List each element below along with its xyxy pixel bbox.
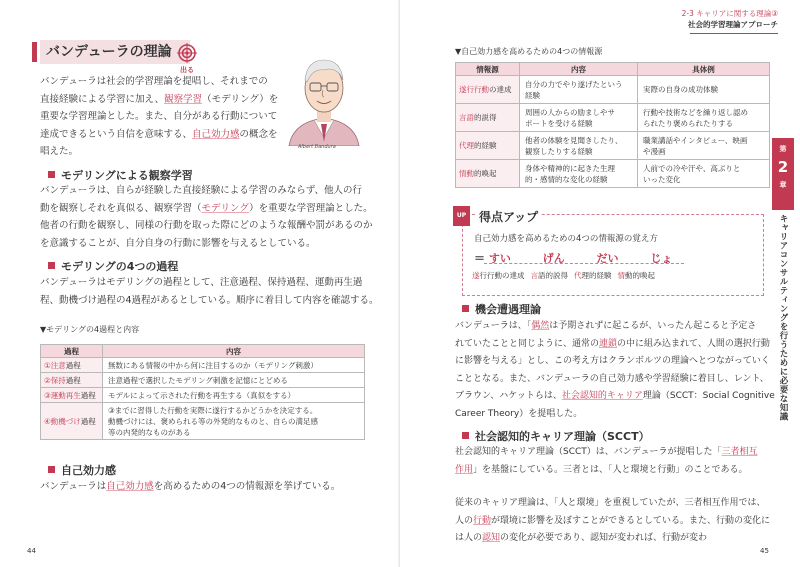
process-content: モデルによって示された行動を再生する（真似をする） bbox=[103, 388, 365, 403]
text-line: 程、動機づけ過程の4過程があるとしている。順序に着目して内容を確認する。 bbox=[40, 294, 379, 306]
heading-modeling: モデリングによる観察学習 bbox=[48, 167, 193, 183]
source-name: 遂行行動の達成 bbox=[456, 76, 520, 104]
keyword: モデリング bbox=[201, 202, 250, 214]
heading-scct: 社会認知的キャリア理論（SCCT） bbox=[462, 428, 650, 444]
intro-paragraph bbox=[40, 73, 279, 161]
self-efficacy-paragraph bbox=[40, 478, 370, 496]
keyword: 認知 bbox=[482, 533, 501, 543]
text-line: 動を観察しそれを真似る、観察学習（モデリング）を重要な学習理論とした。 bbox=[40, 202, 373, 214]
text-line: 他者の行動を観察し、同様の行動を取った際にどのような報酬や罰があるのか bbox=[40, 220, 373, 231]
text-line: は人の認知の変化が必要であり、認知が変われば、行動が変わ bbox=[455, 533, 708, 543]
text-line: れていたことと同じように、通常の連鎖の中に組み込まれて、人間の選択行動 bbox=[455, 338, 770, 349]
text-line: 重要な学習理論とした。また、自分がある行動について bbox=[40, 111, 278, 122]
table-row bbox=[41, 358, 365, 373]
source-content: 自分の力でやり遂げたという 経験 bbox=[520, 76, 638, 104]
text-line: バンデューラは、自らが経験した直接経験による学習のみならず、他人の行 bbox=[40, 185, 362, 196]
up-badge: UP bbox=[453, 206, 470, 226]
text-line: に影響を与える」とし、この考え方はクランボルツの理論へとつながっていく bbox=[455, 356, 770, 366]
text-line: バンデューラは、「偶然は予期されずに起こるが、いったん起こると予定さ bbox=[455, 321, 757, 331]
table-header: 内容 bbox=[520, 63, 638, 76]
text-line: ブラウン、ハケットらは、社会認知的キャリア理論（SCCT：Social Cognitive bbox=[455, 391, 775, 401]
text-line: こととなる。また、バンデューラの自己効力感や学習経験に着目し、レント、 bbox=[455, 373, 769, 384]
process-name: ①注意過程 bbox=[41, 358, 103, 373]
heading-marker bbox=[48, 171, 55, 178]
keyword: 社会認知的キャリア bbox=[561, 391, 643, 401]
table-header: 過程 bbox=[41, 345, 103, 358]
section-title bbox=[32, 40, 272, 64]
table-row bbox=[456, 160, 770, 188]
modeling-process-table bbox=[40, 344, 365, 440]
table-header: 情報源 bbox=[456, 63, 520, 76]
mnemonic-word: 遂行行動の達成 bbox=[472, 271, 525, 280]
source-name: 代理的経験 bbox=[456, 132, 520, 160]
keyword: 自己効力感 bbox=[192, 128, 240, 140]
info-source-table-caption: ▼自己効力感を高めるための4つの情報源 bbox=[455, 47, 603, 56]
target-icon bbox=[177, 43, 197, 63]
source-content: 周囲の人からの励ましやサ ポートを受ける経験 bbox=[520, 104, 638, 132]
source-example: 人前での冷や汗や、高ぶりと いった変化 bbox=[638, 160, 770, 188]
keyword: 偶然 bbox=[531, 321, 550, 331]
process-name: ③運動再生過程 bbox=[41, 388, 103, 403]
chance-paragraph bbox=[455, 318, 785, 423]
right-page bbox=[400, 0, 800, 567]
table-header: 内容 bbox=[103, 345, 365, 358]
process-content: ③までに習得した行動を実際に遂行するかどうかを決定する。 動機づけには、褒められる等の外発的なものと、自らの満足感 等の内発的なものがある bbox=[103, 403, 365, 440]
section-title-text: バンデューラの理論 bbox=[40, 40, 190, 64]
table-row bbox=[41, 388, 365, 403]
text-line: Career Theory）を提唱した。 bbox=[455, 408, 583, 419]
header-subtitle: 社会的学習理論アプローチ bbox=[688, 20, 778, 29]
text-line: 社会認知的キャリア理論（SCCT）は、バンデューラが提唱した「三者相互 bbox=[455, 447, 758, 457]
table-row bbox=[456, 104, 770, 132]
source-name: 情動的喚起 bbox=[456, 160, 520, 188]
process-content: 注意過程で選択したモデリング刺激を記憶にとどめる bbox=[103, 373, 365, 388]
mnemonic-word: 代理的経験 bbox=[574, 271, 612, 280]
source-content: 他者の体験を見聞きしたり、 観察したりする経験 bbox=[520, 132, 638, 160]
text-line: バンデューラは社会的学習理論を提唱し、それまでの bbox=[40, 76, 268, 87]
table-row bbox=[41, 373, 365, 388]
scct-paragraph bbox=[455, 444, 785, 479]
heading-marker bbox=[462, 432, 469, 439]
keyword: 三者相互 bbox=[721, 447, 758, 457]
info-source-table bbox=[455, 62, 770, 188]
tokuten-subtitle: 自己効力感を高めるための4つの情報源の覚え方 bbox=[474, 234, 658, 244]
text-line: 作用」を基盤にしている。三者とは、「人と環境と行動」のことである。 bbox=[455, 464, 748, 475]
chapter-title-vertical: キャリアコンサルティングを行うために必要な知識 bbox=[778, 214, 788, 421]
table-header: 具体例 bbox=[638, 63, 770, 76]
source-example: 職業講話やインタビュー、映画 や漫画 bbox=[638, 132, 770, 160]
chapter-tab: 第 2 章 bbox=[772, 138, 794, 210]
process-name: ④動機づけ過程 bbox=[41, 403, 103, 440]
running-header bbox=[682, 8, 778, 30]
interaction-paragraph bbox=[455, 495, 785, 548]
portrait-caption: Albert Bandura bbox=[298, 144, 336, 150]
keyword: 自己効力感 bbox=[106, 481, 154, 492]
heading-chance: 機会遭遇理論 bbox=[462, 301, 541, 317]
heading-marker bbox=[48, 466, 55, 473]
source-name: 言語的説得 bbox=[456, 104, 520, 132]
page-number-left: 44 bbox=[27, 547, 36, 555]
mnemonic-word: 言語的説得 bbox=[530, 271, 568, 280]
mnemonic-syllable: げん bbox=[542, 252, 565, 265]
mnemonic-row: ＝ すい げん だい じょ bbox=[474, 250, 700, 266]
keyword: 行動 bbox=[473, 515, 492, 526]
tokuten-title: 得点アップ bbox=[476, 208, 541, 225]
source-example: 行動や技術などを繰り返し認め られたり褒められたりする bbox=[638, 104, 770, 132]
source-example: 実際の自身の成功体験 bbox=[638, 76, 770, 104]
keyword: 観察学習 bbox=[164, 93, 203, 105]
mnemonic-syllable: だい bbox=[596, 252, 619, 265]
mnemonic-words bbox=[472, 270, 661, 281]
frequency-label: 出る bbox=[180, 66, 194, 74]
text-line: 従来のキャリア理論は、「人と環境」を重視していたが、三者相互作用では、 bbox=[455, 498, 766, 508]
heading-marker bbox=[462, 305, 469, 312]
text-line: 人の行動が環境に影響を及ぼすことができるとしている。また、行動の変化に bbox=[455, 515, 771, 526]
heading-four-processes: モデリングの4つの過程 bbox=[48, 258, 178, 274]
keyword: 連鎖 bbox=[599, 338, 618, 349]
mnemonic-underline bbox=[484, 263, 684, 264]
text-line: バンデューラは自己効力感を高めるための4つの情報源を挙げている。 bbox=[40, 481, 341, 492]
page-number-right: 45 bbox=[760, 547, 769, 555]
mnemonic-word: 情動的喚起 bbox=[617, 271, 655, 280]
source-content: 身体や精神的に起きた生理 的・感情的な変化の経験 bbox=[520, 160, 638, 188]
text-line: 直接経験による学習に加え、観察学習（モデリング）を bbox=[40, 93, 279, 105]
modeling-paragraph bbox=[40, 182, 373, 252]
heading-marker bbox=[48, 262, 55, 269]
text-line: を意識することが、自分自身の行動に影響を与えるとしている。 bbox=[40, 237, 316, 249]
mnemonic-syllable: じょ bbox=[650, 252, 673, 265]
process-content: 無数にある情報の中から何に注目するのか（モデリング刺激） bbox=[103, 358, 365, 373]
table-row bbox=[41, 403, 365, 440]
portrait-illustration bbox=[283, 46, 365, 146]
text-line: 唱えた。 bbox=[40, 146, 79, 157]
heading-self-efficacy: 自己効力感 bbox=[48, 462, 116, 478]
text-line: 達成できるという自信を意味する、自己効力感の概念を bbox=[40, 128, 278, 140]
text-line: バンデューラはモデリングの過程として、注意過程、保持過程、運動再生過 bbox=[40, 277, 363, 288]
keyword: 作用 bbox=[455, 464, 474, 475]
four-processes-paragraph bbox=[40, 274, 379, 309]
modeling-table-caption: ▼モデリングの4過程と内容 bbox=[40, 325, 140, 334]
process-name: ②保持過程 bbox=[41, 373, 103, 388]
table-row bbox=[456, 76, 770, 104]
header-rule bbox=[690, 33, 778, 34]
header-section: 2-3 キャリアに関する理論③ bbox=[681, 9, 778, 18]
mnemonic-syllable: すい bbox=[488, 252, 511, 265]
table-row bbox=[456, 132, 770, 160]
